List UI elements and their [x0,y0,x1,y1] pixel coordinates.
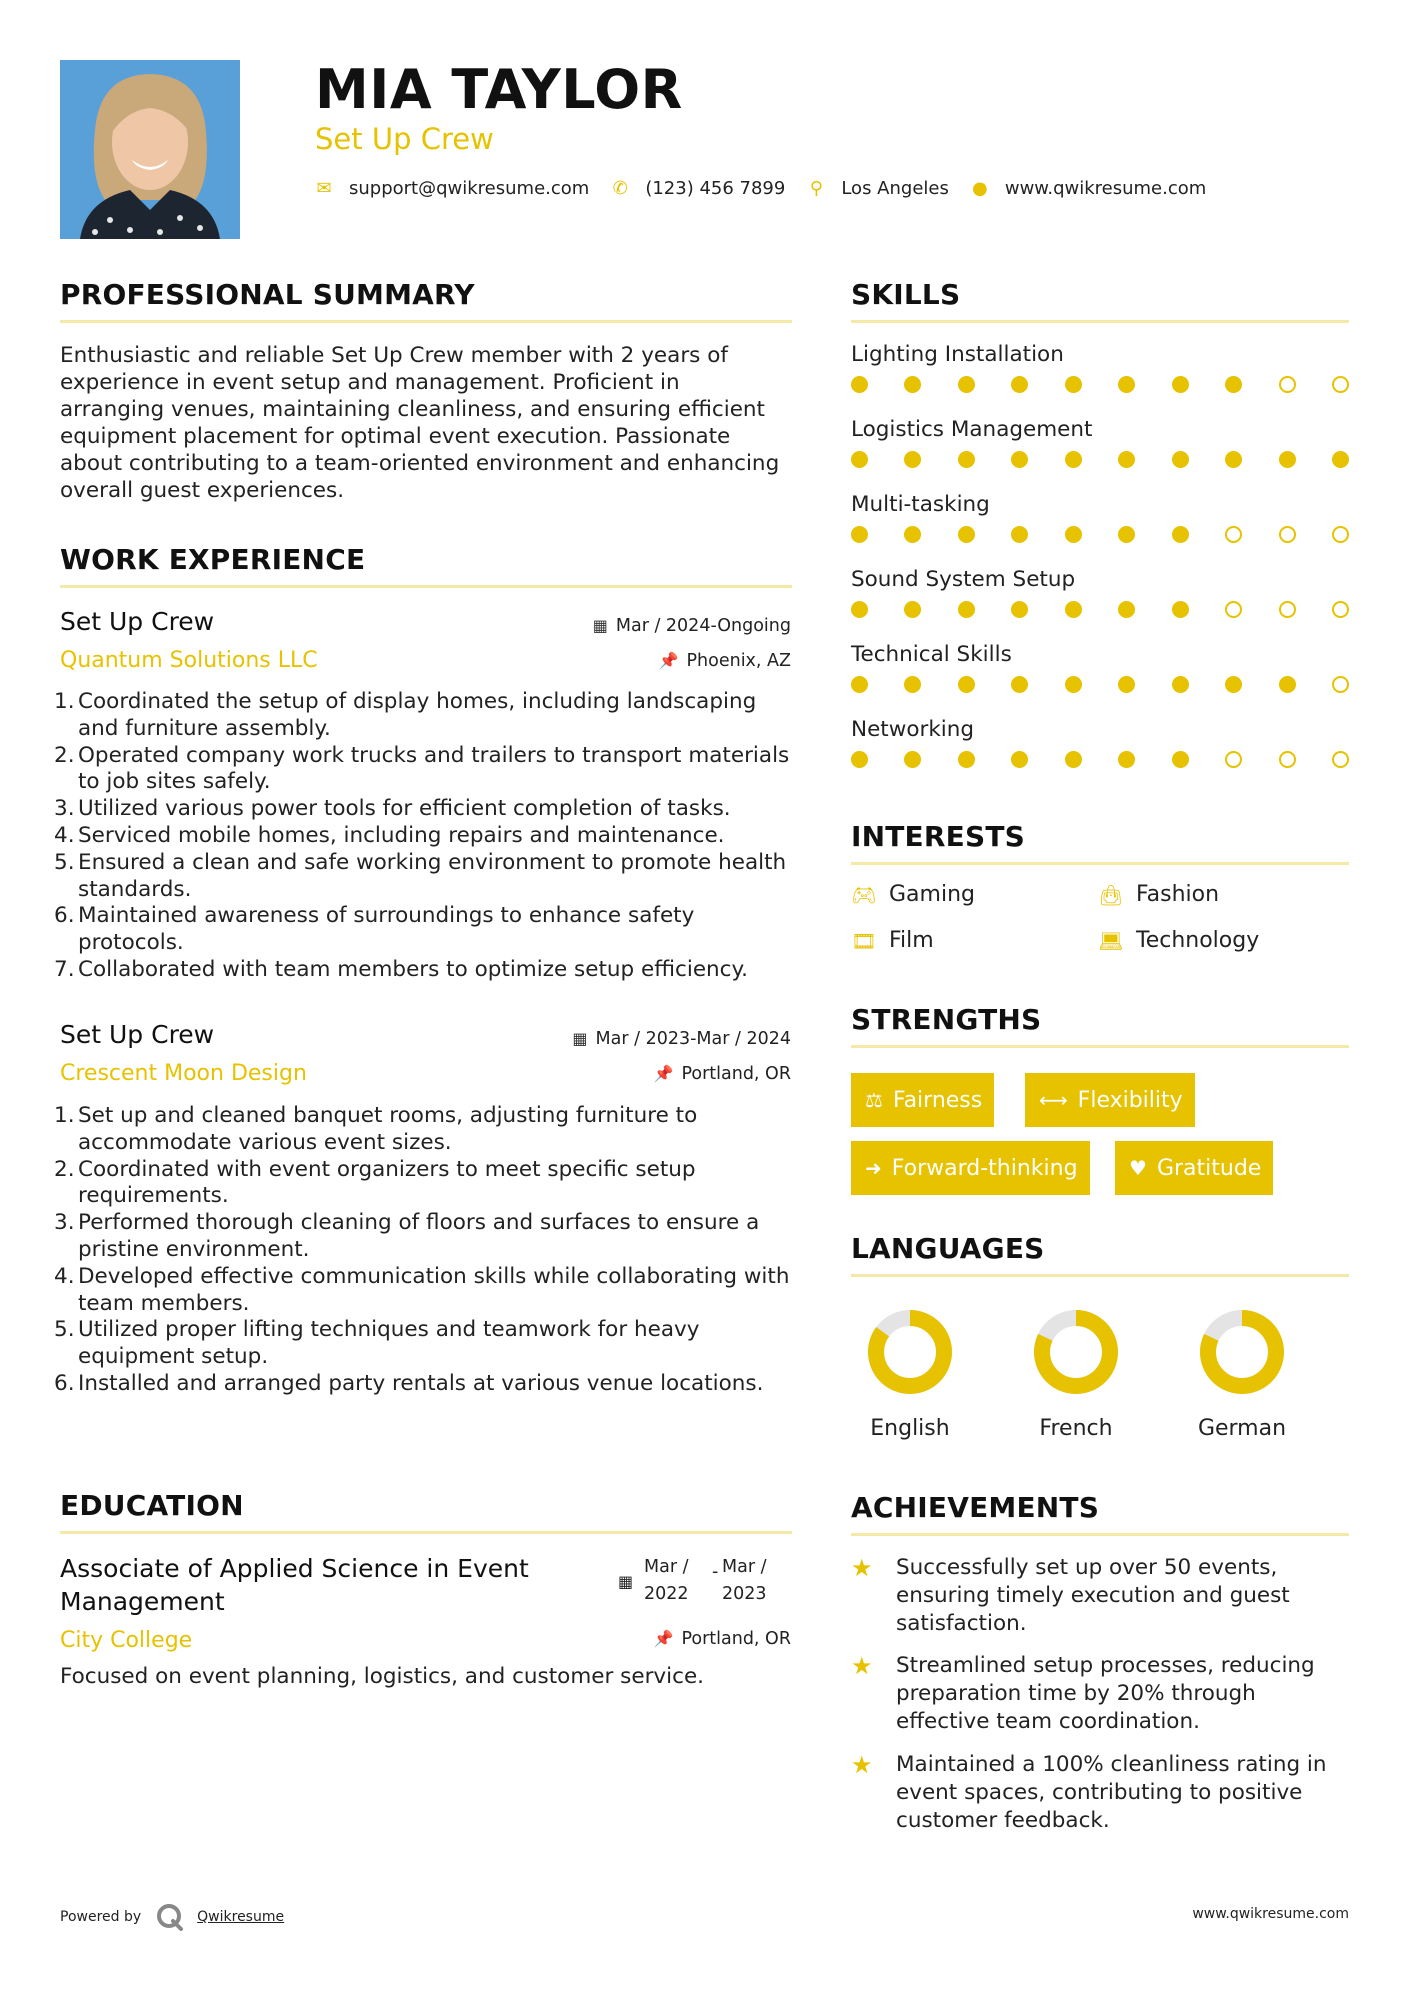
contact-email[interactable]: ✉ support@qwikresume.com [316,178,590,199]
language-level-ring [1032,1308,1120,1396]
interests-heading: INTERESTS [851,820,1025,853]
rating-dot-filled [1065,376,1082,393]
rating-dot-filled [1172,376,1189,393]
skills-heading: SKILLS [851,278,961,311]
skill-item [851,642,1349,693]
envelope-icon: ✉ [316,178,332,199]
rating-dot-filled [1011,526,1028,543]
skill-name: Logistics Management [851,417,1093,442]
rating-dot-filled [1011,601,1028,618]
strength-fairness: ⚖ Fairness [851,1073,994,1127]
rating-dot-filled [1118,526,1135,543]
candidate-title: Set Up Crew [315,122,494,156]
achievement-item: ★ Maintained a 100% cleanliness rating in event spaces, contributing to positive customer feedback. [851,1751,1327,1833]
rating-dot-filled [1172,451,1189,468]
shooting-star-icon: ★ [851,1554,873,1582]
rating-dot-filled [851,526,868,543]
strength-forward-thinking: ➜ Forward-thinking [851,1141,1090,1195]
language-level-ring [866,1308,954,1396]
list-item: Coordinated with event organizers to meet specific setup requirements. [78,1156,696,1209]
achievements-heading: ACHIEVEMENTS [851,1491,1100,1524]
pushpin-icon: 📌 [658,651,679,670]
languages-heading: LANGUAGES [851,1232,1045,1265]
rating-dot-empty [1332,751,1349,768]
skill-name: Sound System Setup [851,567,1076,592]
language-item [1182,1308,1302,1441]
summary-heading: PROFESSIONAL SUMMARY [60,278,475,311]
education-divider [60,1531,792,1534]
skill-item [851,342,1349,393]
rating-dot-filled [904,376,921,393]
achievement-item: ★ Streamlined setup processes, reducing preparation time by 20% through effective team coordination. [851,1652,1315,1734]
experience-divider [60,585,792,588]
interests-divider [851,862,1349,865]
rating-dot-filled [1118,601,1135,618]
strength-gratitude: ♥ Gratitude [1115,1141,1273,1195]
list-item: Serviced mobile homes, including repairs and maintenance. [78,822,725,848]
rating-dot-filled [1279,676,1296,693]
summary-divider [60,320,792,323]
rating-dot-empty [1279,751,1296,768]
job-2-duties [60,1103,800,1398]
rating-dot-filled [958,751,975,768]
skill-rating [851,751,1349,768]
rating-dot-empty [1225,601,1242,618]
rating-dot-filled [1065,451,1082,468]
rating-dot-filled [851,601,868,618]
pushpin-icon: 📌 [653,1064,674,1083]
rating-dot-filled [1172,676,1189,693]
job-1-location: 📌 Phoenix, AZ [658,651,791,671]
list-item: Set up and cleaned banquet rooms, adjusting furniture to accommodate various event sizes. [78,1103,698,1155]
job-2-dates: ▦ Mar / 2023-Mar / 2024 [572,1029,791,1049]
strengths-heading: STRENGTHS [851,1003,1042,1036]
rating-dot-filled [1011,451,1028,468]
education-heading: EDUCATION [60,1489,244,1522]
rating-dot-filled [1065,526,1082,543]
skill-rating [851,601,1349,618]
rating-dot-filled [1065,601,1082,618]
rating-dot-filled [1172,751,1189,768]
rating-dot-filled [1118,376,1135,393]
rating-dot-filled [1065,751,1082,768]
pushpin-icon: 📌 [653,1629,674,1648]
rating-dot-filled [958,601,975,618]
education-description: Focused on event planning, logistics, and customer service. [60,1664,705,1689]
skill-rating [851,376,1349,393]
rating-dot-filled [1225,451,1242,468]
rating-dot-filled [904,526,921,543]
list-item: Operated company work trucks and trailers to transport materials to job sites safely. [78,742,790,795]
rating-dot-filled [958,676,975,693]
candidate-name: MIA TAYLOR [315,58,683,121]
gamepad-icon: 🎮︎ [851,882,877,907]
heart-icon: ♥ [1129,1156,1147,1180]
skill-rating [851,451,1349,468]
rating-dot-filled [851,751,868,768]
rating-dot-filled [1172,601,1189,618]
skills-divider [851,320,1349,323]
rating-dot-empty [1332,601,1349,618]
balance-scale-icon: ⚖ [865,1088,883,1112]
rating-dot-filled [1118,676,1135,693]
education-location: 📌 Portland, OR [653,1629,791,1649]
rating-dot-filled [1279,451,1296,468]
strengths-divider [851,1045,1349,1048]
rating-dot-filled [1332,451,1349,468]
skill-name: Networking [851,717,975,742]
skill-item [851,567,1349,618]
rating-dot-filled [1118,451,1135,468]
list-item: Utilized proper lifting techniques and teamwork for heavy equipment setup. [78,1317,700,1370]
qwikresume-link[interactable]: Qwikresume [197,1909,285,1925]
rating-dot-filled [1011,676,1028,693]
skill-name: Technical Skills [851,642,1012,667]
qwikresume-logo-icon [155,1902,185,1932]
list-item: Collaborated with team members to optimize setup efficiency. [78,956,748,982]
rating-dot-filled [1118,751,1135,768]
languages-divider [851,1274,1349,1277]
laptop-icon: 💻︎ [1098,928,1124,953]
globe-icon: ● [971,178,988,199]
shooting-star-icon: ★ [851,1652,873,1680]
contact-phone[interactable]: ✆ (123) 456 7899 [612,178,786,199]
footer-url[interactable]: www.qwikresume.com [1192,1906,1349,1922]
language-name: English [870,1416,950,1441]
contact-website[interactable]: ● www.qwikresume.com [971,178,1207,199]
rating-dot-filled [851,676,868,693]
rating-dot-filled [1011,751,1028,768]
rating-dot-filled [1011,376,1028,393]
skill-rating [851,676,1349,693]
calendar-icon: ▦ [618,1572,634,1591]
calendar-icon: ▦ [572,1029,588,1048]
skill-name: Multi-tasking [851,492,990,517]
rating-dot-empty [1279,526,1296,543]
rating-dot-empty [1279,601,1296,618]
rating-dot-empty [1225,751,1242,768]
shooting-star-icon: ★ [851,1751,873,1779]
rating-dot-filled [1172,526,1189,543]
skill-item [851,717,1349,768]
rating-dot-filled [1225,376,1242,393]
skill-item [851,492,1349,543]
language-item [1016,1308,1136,1441]
rating-dot-filled [851,376,868,393]
arrows-horizontal-icon: ⟷ [1039,1088,1068,1112]
education-school: City College [60,1628,193,1653]
list-item: Coordinated the setup of display homes, including landscaping and furniture assembly. [78,689,757,741]
skill-rating [851,526,1349,543]
skill-name: Lighting Installation [851,342,1064,367]
rating-dot-empty [1279,376,1296,393]
rating-dot-filled [1065,676,1082,693]
interest-film: 🎞︎ Film [851,928,934,953]
rating-dot-filled [1225,676,1242,693]
profile-photo [60,60,240,239]
rating-dot-filled [958,376,975,393]
job-1-title: Set Up Crew [60,607,215,636]
rating-dot-filled [904,676,921,693]
calendar-icon: ▦ [592,616,608,635]
language-name: German [1197,1416,1287,1441]
language-level-ring [1198,1308,1286,1396]
footer-powered-by: Powered by Qwikresume [60,1902,284,1932]
film-icon: 🎞︎ [851,928,877,953]
summary-text: Enthusiastic and reliable Set Up Crew member with 2 years of experience in event setup and management. Proficient in arranging venues, maintaining cleanliness, and ensuring efficient equipment placement for optimal event execution. Passionate about contributing to a team-oriented environment and enhancing overall guest experiences. [60,343,780,503]
list-item: Performed thorough cleaning of floors and surfaces to ensure a pristine environment. [78,1210,760,1262]
rating-dot-filled [958,526,975,543]
rating-dot-empty [1332,526,1349,543]
job-1-duties [60,689,800,984]
list-item: Developed effective communication skills while collaborating with team members. [78,1263,790,1316]
phone-icon: ✆ [612,178,628,199]
handbag-icon: 👜︎ [1098,882,1124,907]
language-name: French [1039,1416,1113,1441]
contact-location: ⚲ Los Angeles [807,178,949,199]
job-2-company: Crescent Moon Design [60,1061,307,1086]
list-item: Ensured a clean and safe working environment to promote health standards. [78,849,787,902]
rating-dot-empty [1332,676,1349,693]
contact-bar [315,178,1228,199]
language-item [850,1308,970,1441]
job-2-title: Set Up Crew [60,1020,215,1049]
interest-gaming: 🎮︎ Gaming [851,882,975,907]
rating-dot-filled [958,451,975,468]
skill-item [851,417,1349,468]
job-1-dates: ▦ Mar / 2024-Ongoing [592,616,791,636]
achievement-item: ★ Successfully set up over 50 events, ensuring timely execution and guest satisfaction. [851,1554,1290,1636]
rating-dot-empty [1225,526,1242,543]
rating-dot-filled [904,451,921,468]
strength-flexibility: ⟷ Flexibility [1025,1073,1195,1127]
job-2-location: 📌 Portland, OR [653,1064,791,1084]
achievements-divider [851,1533,1349,1536]
interest-fashion: 👜︎ Fashion [1098,882,1220,907]
rating-dot-filled [904,601,921,618]
interest-technology: 💻︎ Technology [1098,928,1260,953]
experience-heading: WORK EXPERIENCE [60,543,366,576]
resume-page: MIA TAYLOR Set Up Crew ✉ support@qwikresume.com ✆ (123) 456 7899 ⚲ Los Angeles ● www.qwikresume.com PROFESSIONAL SUMMARY Enthusiastic and reliable Set Up Crew member with 2 years of experience in event setup and management. Proficient in arranging venues, maintaining cleanliness, and ensuring efficient equipment placement for optimal event execution. Passionate about contributing to a team-oriented environment and enhancing overall guest experiences. WORK EXPERIENCE Set Up Crew ▦ Mar / 2024-Ongoing Quantum Solutions LLC 📌 Phoenix, AZ Coordinated the setup of display homes, including landscaping and furniture assembly. Operated company work trucks and trailers to transport materials to job sites safely. Utilized various power tools for efficient completion of tasks. Serviced mobile homes, including repairs and maintenance. Ensured a clean and safe working environment to promote health standards. Maintained awareness of surroundings to enhance safety protocols. Collaborated with team members to optimize setup efficiency. Set Up Crew ▦ Mar / 2023-Mar / 2024 Crescent Moon Design 📌 Portland, OR Set up and cleaned banquet rooms, adjusting furniture to accommodate various event sizes. Coordinated with event organizers to meet specific setup requirements. Performed thorough cleaning of floors and surfaces to ensure a pristine environment. Developed effective communication skills while collaborating with team members. Utilized proper lifting techniques and teamwork for heavy equipment setup. Installed and arranged party rentals at various venue locations. EDUCATION Associate of Applied Science in Event Management ▦ Mar / 2022 - Mar / 2023 City College 📌 Portland, OR Focused on event planning, logistics, and customer service. SKILLS Lighting Installation Logistics Management Multi-tasking Sound System Setup Technical Skills Networking INTERESTS 🎮︎ Gaming 👜︎ Fashion 🎞︎ Film 💻︎ Technology STRENGTHS ⚖ Fairness ⟷ Flexibility ➜ Forward-thinking ♥ Gratitude LANGUAGES English French German ACHIEVEMENTS ★ Successfully set up over 50 events, ensuring timely execution and guest satisfaction. ★ Streamlined setup processes, reducing preparation time by 20% through effective team coordination. ★ Maintained a 100% cleanliness rating in event spaces, contributing to positive customer feedback. Powered by Qwikresume www.qwikresume.com [0,0,1407,1990]
rating-dot-empty [1332,376,1349,393]
arrow-right-icon: ➜ [865,1156,882,1180]
education-degree: Associate of Applied Science in Event Management [60,1554,529,1616]
rating-dot-filled [904,751,921,768]
list-item: Installed and arranged party rentals at various venue locations. [78,1370,764,1396]
job-1-company: Quantum Solutions LLC [60,648,318,673]
location-pin-icon: ⚲ [809,178,823,199]
list-item: Utilized various power tools for efficient completion of tasks. [78,796,731,822]
rating-dot-filled [851,451,868,468]
list-item: Maintained awareness of surroundings to enhance safety protocols. [78,903,695,956]
